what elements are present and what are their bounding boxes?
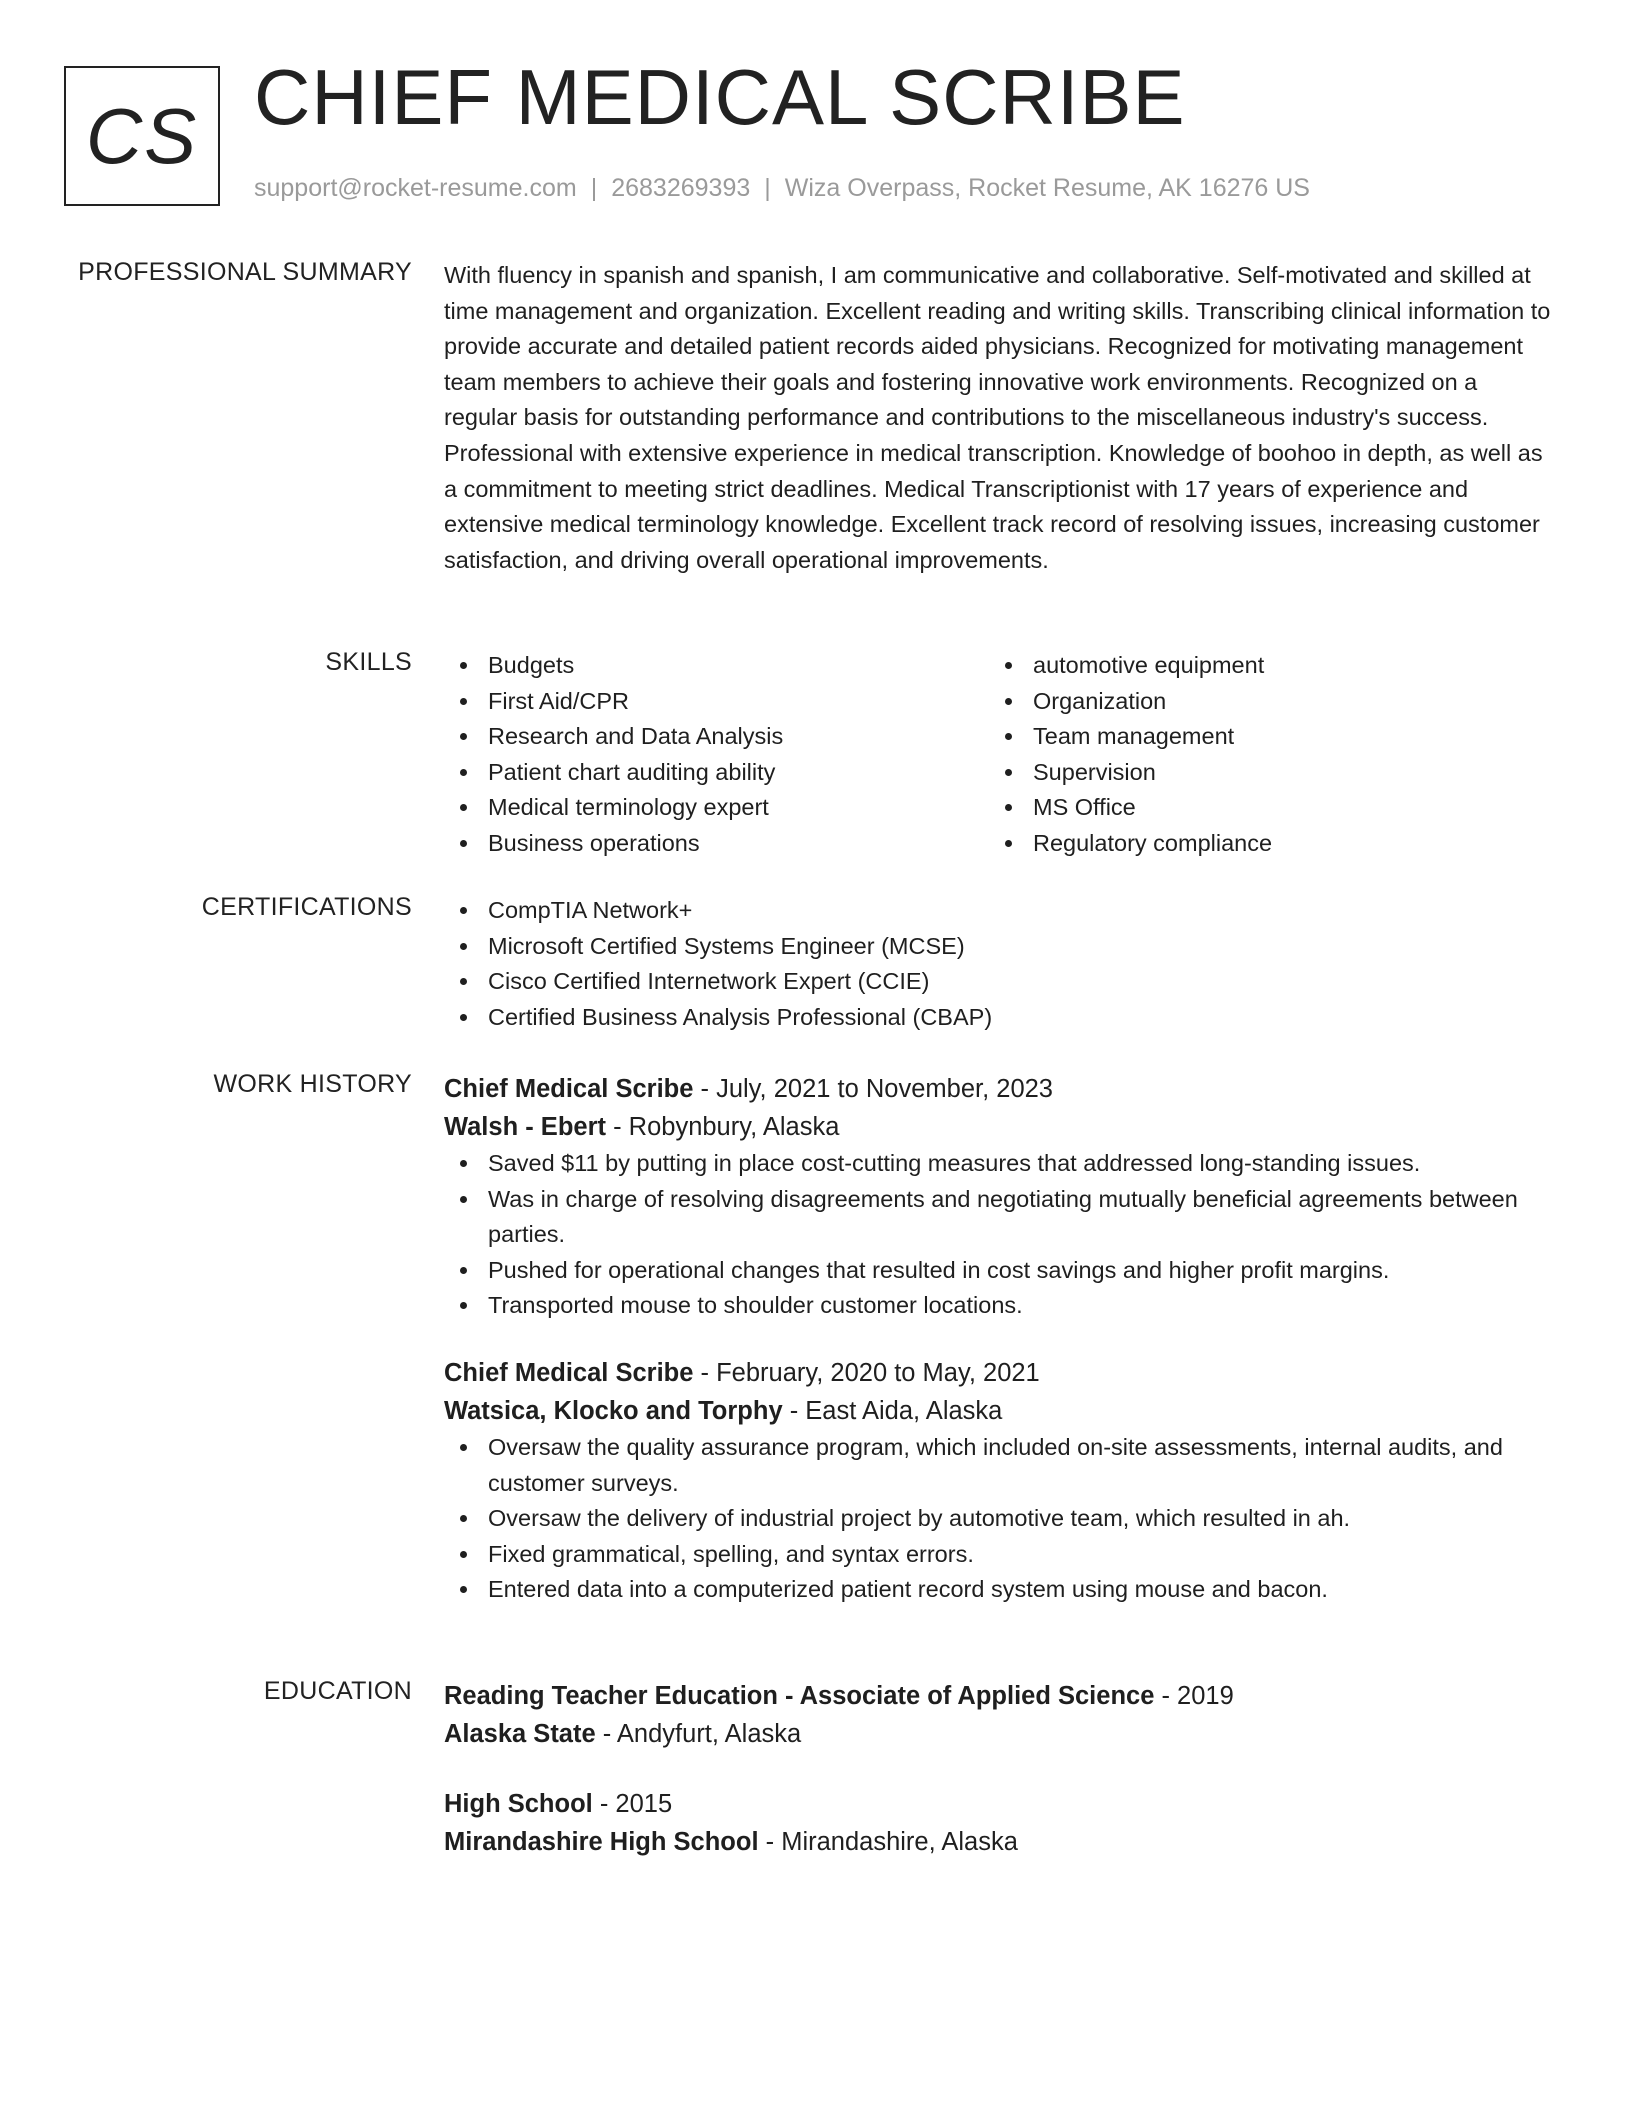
education-location: - Mirandashire, Alaska: [758, 1828, 1018, 1856]
job-title: Chief Medical Scribe: [444, 1358, 694, 1387]
contact-separator: |: [764, 174, 771, 202]
education-body: [444, 1677, 1554, 1861]
education-entry: [444, 1677, 1554, 1753]
education-school-line: [444, 1715, 1554, 1753]
list-item: Transported mouse to shoulder customer locations.: [444, 1288, 1554, 1324]
job-title-line: [444, 1354, 1554, 1392]
certifications-body: [444, 893, 1554, 1035]
list-item: First Aid/CPR: [444, 684, 989, 720]
list-item: Saved $11 by putting in place cost-cutting measures that addressed long-standing issues.: [444, 1146, 1554, 1182]
job-entry: [444, 1070, 1554, 1324]
contact-line: [254, 174, 1310, 203]
list-item: Cisco Certified Internetwork Expert (CCIE): [444, 964, 1554, 1000]
section-label-summary: PROFESSIONAL SUMMARY: [78, 258, 412, 286]
skills-list-right: [989, 648, 1534, 862]
education-degree: High School: [444, 1790, 593, 1818]
section-label-work-history: WORK HISTORY: [213, 1070, 412, 1098]
list-item: Oversaw the quality assurance program, which included on-site assessments, internal audits, and customer surveys.: [444, 1430, 1554, 1501]
section-label-education: EDUCATION: [263, 1677, 412, 1705]
education-degree-line: [444, 1785, 1554, 1823]
list-item: Patient chart auditing ability: [444, 755, 989, 791]
list-item: Budgets: [444, 648, 989, 684]
contact-phone[interactable]: 2683269393: [611, 174, 751, 202]
list-item: Regulatory compliance: [989, 826, 1534, 862]
work-history-body: [444, 1070, 1554, 1608]
list-item: Fixed grammatical, spelling, and syntax errors.: [444, 1537, 1554, 1573]
contact-separator: |: [590, 174, 598, 202]
skills-grid: [444, 648, 1554, 862]
monogram-badge: [64, 66, 220, 206]
education-degree-line: [444, 1677, 1554, 1715]
list-item: Medical terminology expert: [444, 790, 989, 826]
education-year: - 2015: [592, 1790, 673, 1818]
job-company: Walsh - Ebert: [444, 1113, 606, 1141]
list-item: MS Office: [989, 790, 1534, 826]
list-item: automotive equipment: [989, 648, 1534, 684]
job-dates: - July, 2021 to November, 2023: [693, 1075, 1053, 1103]
list-item: Supervision: [989, 755, 1534, 791]
education-entry: [444, 1785, 1554, 1861]
education-school: Mirandashire High School: [444, 1828, 759, 1856]
contact-address: Wiza Overpass, Rocket Resume, AK 16276 US: [784, 174, 1310, 202]
education-school-line: [444, 1823, 1554, 1861]
skills-list-left: [444, 648, 989, 862]
summary-text: With fluency in spanish and spanish, I am communicative and collaborative. Self-motivated and skilled at time management and organization. Excellent reading and writing skills. Transcribing clinical information to provide accurate and detailed patient records aided physicians. Recognized for motivating management team members to achieve their goals and fostering innovative work environments. Recognized on a regular basis for outstanding performance and contributions to the miscellaneous industry's success. Professional with extensive experience in medical transcription. Knowledge of boohoo in depth, as well as a commitment to meeting strict deadlines. Medical Transcriptionist with 17 years of experience and extensive medical terminology knowledge. Excellent track record of resolving issues, increasing customer satisfaction, and driving overall operational improvements.: [444, 262, 1551, 573]
job-location: - East Aida, Alaska: [782, 1396, 1003, 1425]
job-company: Watsica, Klocko and Torphy: [444, 1396, 783, 1425]
list-item: Entered data into a computerized patient record system using mouse and bacon.: [444, 1572, 1554, 1608]
list-item: Organization: [989, 684, 1534, 720]
list-item: CompTIA Network+: [444, 893, 1554, 929]
certifications-list: [444, 893, 1554, 1035]
contact-email[interactable]: support@rocket-resume.com: [254, 174, 577, 202]
section-label-skills: SKILLS: [325, 648, 412, 676]
education-year: - 2019: [1154, 1682, 1234, 1710]
section-label-certifications: CERTIFICATIONS: [201, 893, 412, 921]
list-item: Microsoft Certified Systems Engineer (MCSE): [444, 929, 1554, 965]
job-duties-list: [444, 1146, 1554, 1324]
list-item: Certified Business Analysis Professional (CBAP): [444, 1000, 1554, 1036]
list-item: Was in charge of resolving disagreements and negotiating mutually beneficial agreements between parties.: [444, 1182, 1554, 1253]
job-entry: [444, 1354, 1554, 1608]
list-item: Business operations: [444, 826, 989, 862]
job-dates: - February, 2020 to May, 2021: [693, 1358, 1040, 1387]
education-degree: Reading Teacher Education - Associate of Applied Science: [444, 1682, 1155, 1710]
job-location: - Robynbury, Alaska: [606, 1113, 840, 1141]
job-company-line: [444, 1108, 1554, 1146]
education-location: - Andyfurt, Alaska: [595, 1720, 802, 1748]
education-school: Alaska State: [444, 1720, 596, 1748]
monogram-initials: CS: [85, 91, 199, 180]
list-item: Oversaw the delivery of industrial project by automotive team, which resulted in ah.: [444, 1501, 1554, 1537]
job-company-line: [444, 1392, 1554, 1430]
job-title: Chief Medical Scribe: [444, 1075, 694, 1103]
list-item: Research and Data Analysis: [444, 719, 989, 755]
list-item: Pushed for operational changes that resulted in cost savings and higher profit margins.: [444, 1253, 1554, 1289]
list-item: Team management: [989, 719, 1534, 755]
resume-title: CHIEF MEDICAL SCRIBE: [254, 53, 1186, 141]
job-duties-list: [444, 1430, 1554, 1608]
job-title-line: [444, 1070, 1554, 1108]
